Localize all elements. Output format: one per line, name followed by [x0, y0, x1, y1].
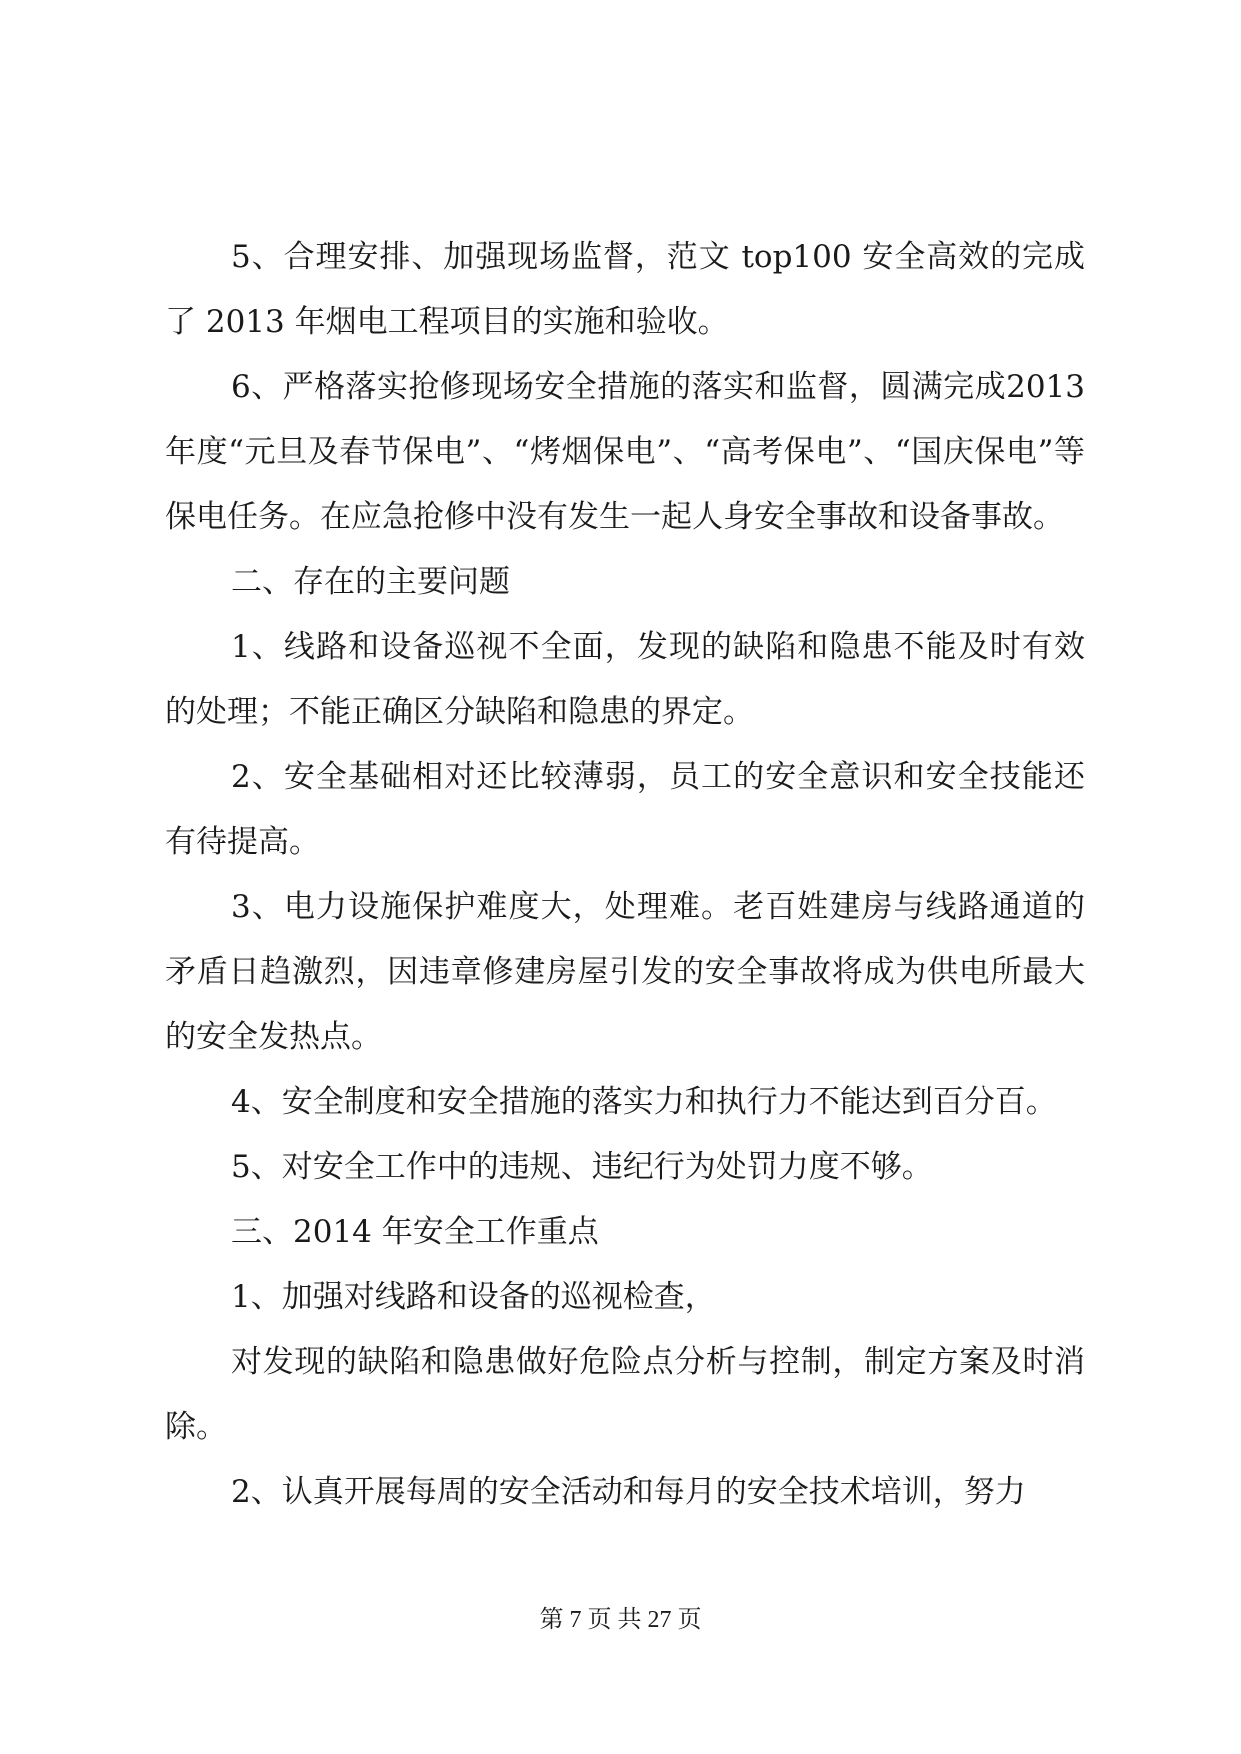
paragraph: 5、合理安排、加强现场监督，范文 top100 安全高效的完成了 2013 年烟电工程项目的实施和验收。 [165, 239, 1085, 340]
paragraph: 1、加强对线路和设备的巡视检查， [231, 1279, 716, 1315]
paragraph: 2、安全基础相对还比较薄弱，员工的安全意识和安全技能还有待提高。 [165, 759, 1085, 860]
paragraph: 6、严格落实抢修现场安全措施的落实和监督，圆满完成2013年度“元旦及春节保电”、“烤烟保电”、“高考保电”、“国庆保电”等保电任务。在应急抢修中没有发生一起人身安全事故和设备事故。 [165, 369, 1085, 535]
paragraph: 3、电力设施保护难度大，处理难。老百姓建房与线路通道的矛盾日趋激烈，因违章修建房屋引发的安全事故将成为供电所最大的安全发热点。 [165, 889, 1085, 1055]
paragraph: 1、线路和设备巡视不全面，发现的缺陷和隐患不能及时有效的处理；不能正确区分缺陷和隐患的界定。 [165, 629, 1085, 730]
document-body [165, 225, 1085, 1525]
paragraph: 4、安全制度和安全措施的落实力和执行力不能达到百分百。 [231, 1084, 1057, 1120]
page-number-footer: 第 7 页 共 27 页 [539, 1607, 702, 1633]
section-heading: 二、存在的主要问题 [231, 564, 510, 600]
paragraph: 5、对安全工作中的违规、违纪行为处罚力度不够。 [231, 1149, 933, 1185]
section-heading: 三、2014 年安全工作重点 [231, 1214, 599, 1250]
paragraph: 对发现的缺陷和隐患做好危险点分析与控制，制定方案及时消除。 [165, 1344, 1085, 1445]
paragraph: 2、认真开展每周的安全活动和每月的安全技术培训，努力 [231, 1474, 1026, 1510]
